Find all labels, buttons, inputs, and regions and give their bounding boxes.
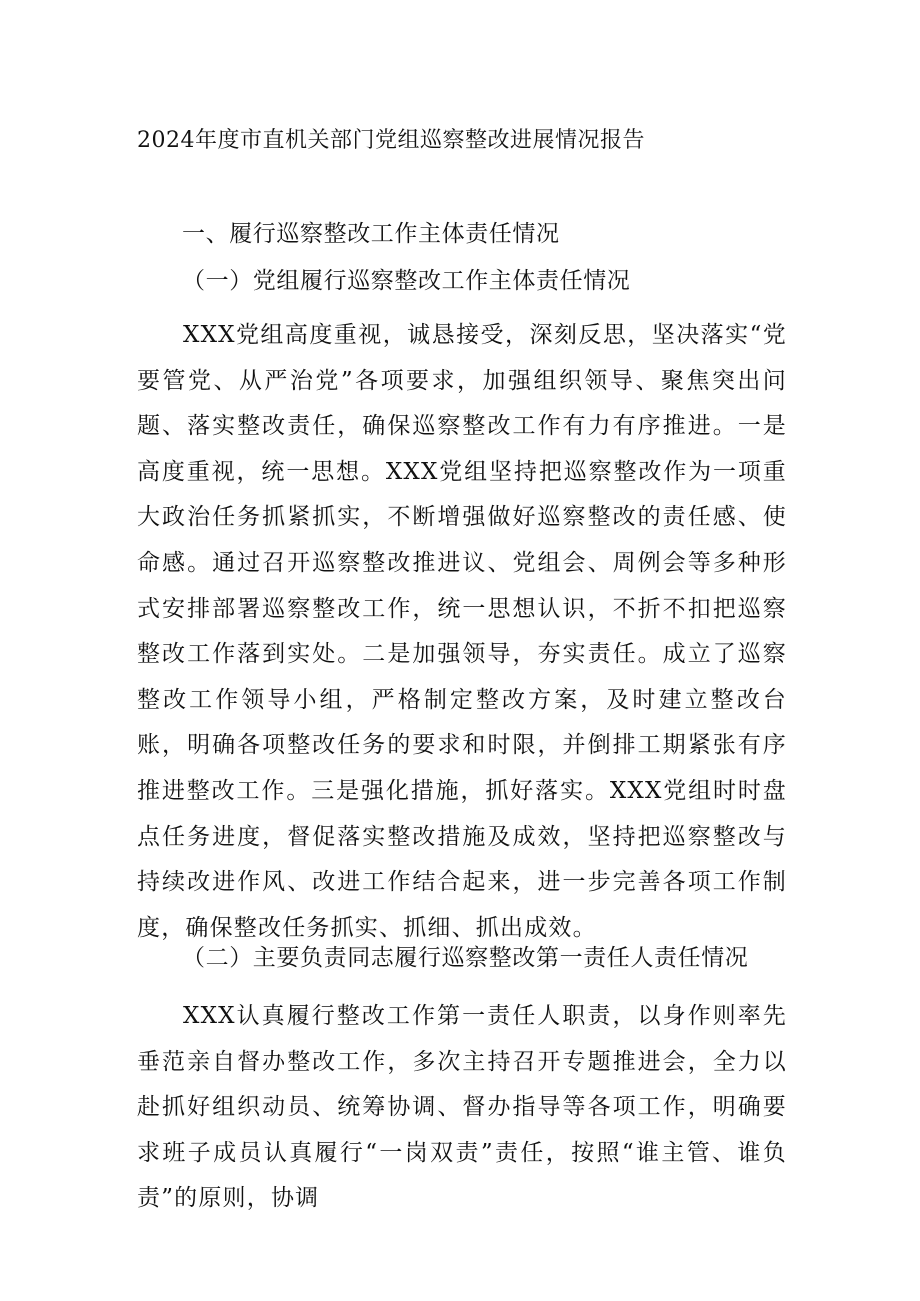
subsection-heading-1: （一）党组履行巡察整改工作主体责任情况 [182, 268, 631, 294]
body-paragraph-1: XXX党组高度重视，诚恳接受，深刻反思，坚决落实“党要管党、从严治党”各项要求，加强组织领导、聚焦突出问题、落实整改责任，确保巡察整改工作有力有序推进。一是高度重视，统一思想。XXX党组坚持把巡察整改作为一项重大政治任务抓紧抓实，不断增强做好巡察整改的责任感、使命感。通过召开巡察整改推进议、党组会、周例会等多种形式安排部署巡察整改工作，统一思想认识，不折不扣把巡察整改工作落到实处。二是加强领导，夯实责任。成立了巡察整改工作领导小组，严格制定整改方案，及时建立整改台账，明确各项整改任务的要求和时限，并倒排工期紧张有序推进整改工作。三是强化措施，抓好落实。XXX党组时时盘点任务进度，督促落实整改措施及成效，坚持把巡察整改与持续改进作风、改进工作结合起来，进一步完善各项工作制度，确保整改任务抓实、抓细、抓出成效。 [137, 322, 787, 941]
document-title: 2024年度市直机关部门党组巡察整改进展情况报告 [137, 128, 645, 153]
body-paragraph-2: XXX认真履行整改工作第一责任人职责，以身作则率先垂范亲自督办整改工作，多次主持召开专题推进会，全力以赴抓好组织动员、统筹协调、督办指导等各项工作，明确要求班子成员认真履行“一岗双责”责任，按照“谁主管、谁负责”的原则，协调 [137, 1003, 787, 1212]
section-heading-1: 一、履行巡察整改工作主体责任情况 [182, 221, 560, 247]
subsection-heading-2: （二）主要负责同志履行巡察整改第一责任人责任情况 [182, 945, 749, 971]
